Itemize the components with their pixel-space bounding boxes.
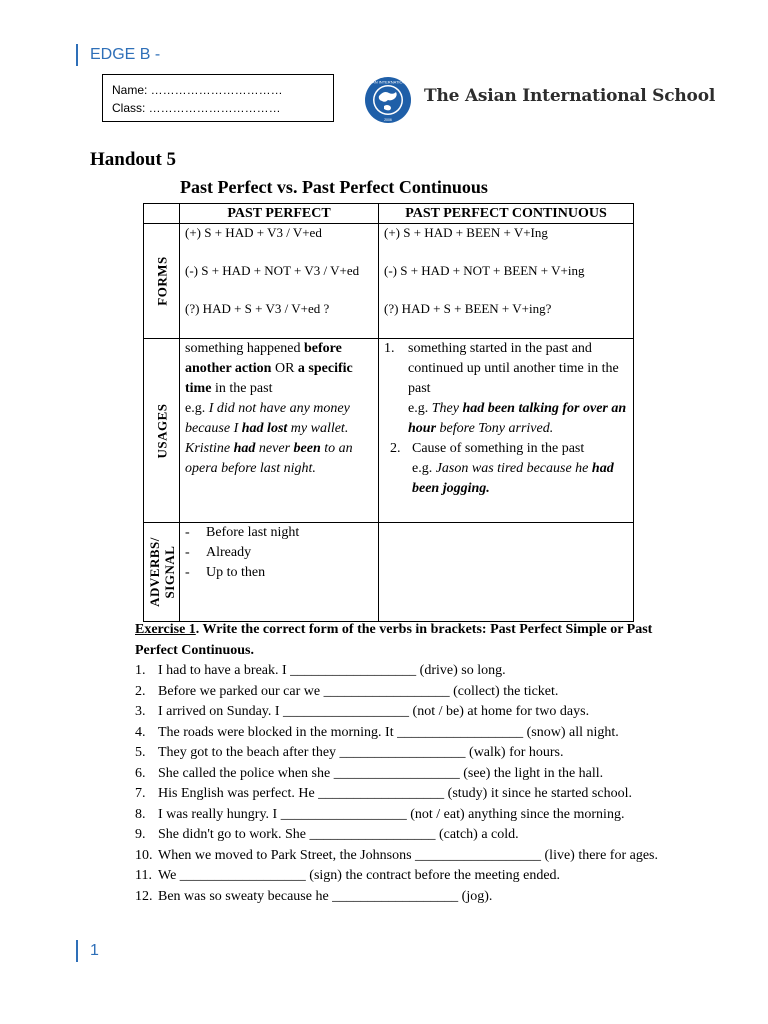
exercise-section <box>135 620 680 907</box>
exercise-item-text: She called the police when she __________________ (see) the light in the hall. <box>158 765 604 781</box>
exercise-item-text: We __________________ (sign) the contract before the meeting ended. <box>158 868 561 883</box>
school-name: The Asian International School <box>424 86 716 106</box>
forms-label: FORMS <box>154 256 169 306</box>
exercise-item-number: 6. <box>135 765 146 781</box>
exercise-item <box>135 805 680 826</box>
exercise-item <box>135 764 680 785</box>
adverbs-pp-cell <box>180 523 379 622</box>
exercise-item-text: I was really hungry. I __________________ (not / eat) anything since the morning. <box>158 806 625 822</box>
exercise-item-number: 5. <box>135 745 146 760</box>
exercise-item-number: 7. <box>135 786 146 801</box>
example-bold: been <box>293 441 321 456</box>
form-pp-question: (?) HAD + S + V3 / V+ed ? <box>185 301 330 316</box>
example-bold: had lost <box>241 421 288 436</box>
adverb-item <box>185 563 373 583</box>
page-number: 1 <box>76 940 99 962</box>
logo-ring-text: ASIAN INTERNATIONAL <box>365 79 411 85</box>
exercise-item <box>135 846 680 867</box>
usage-pp-bold: a specific time <box>185 361 353 396</box>
dash: - <box>185 525 190 540</box>
header-edge-label: EDGE B - <box>76 44 160 66</box>
exercise-item <box>135 682 680 703</box>
exercise-item-text: She didn't go to work. She __________________ (catch) a cold. <box>158 827 519 842</box>
table-header-row <box>144 204 634 224</box>
exercise-item <box>135 825 680 846</box>
adverbs-ppc-cell <box>379 523 634 622</box>
form-pp-positive: (+) S + HAD + V3 / V+ed <box>185 225 322 240</box>
exercise-item-number: 9. <box>135 827 146 842</box>
exercise-item-number: 3. <box>135 704 146 719</box>
exercise-item-number: 1. <box>135 663 146 678</box>
example-text: never <box>255 441 294 456</box>
example-prefix: e.g. <box>412 461 436 476</box>
exercise-item-text: I arrived on Sunday. I __________________ (not / be) at home for two days. <box>158 704 590 719</box>
example-text: Kristine <box>185 441 234 456</box>
exercise-item-number: 11. <box>135 868 152 883</box>
usage-ppc-text: something started in the past and continued up until another time in the past <box>408 341 619 396</box>
school-logo-icon <box>364 76 412 124</box>
example-text: They <box>431 401 463 416</box>
forms-pp-cell <box>180 224 379 339</box>
exercise-item <box>135 661 680 682</box>
dash: - <box>185 565 190 580</box>
usage-ppc-item-1 <box>384 339 628 439</box>
grammar-table <box>143 203 634 622</box>
usages-row <box>144 339 634 523</box>
exercise-instruction-text: . Write the correct form of the verbs in brackets: Past Perfect Simple or Past Perfect Continuous. <box>135 622 653 658</box>
forms-row <box>144 224 634 339</box>
exercise-item <box>135 784 680 805</box>
exercise-instruction <box>135 620 680 661</box>
exercise-item <box>135 866 680 887</box>
adverbs-label-line-1: ADVERBS/ <box>146 537 162 607</box>
header-past-perfect: PAST PERFECT <box>180 204 379 224</box>
usage-ppc-item-2 <box>384 439 628 499</box>
exercise-item <box>135 743 680 764</box>
example-text: my wallet. <box>287 421 349 436</box>
exercise-item-text: Before we parked our car we __________________ (collect) the ticket. <box>158 683 559 699</box>
adverbs-label-line-2: SIGNAL <box>161 545 177 599</box>
dash: - <box>185 545 190 560</box>
example-prefix: e.g. <box>185 401 209 416</box>
form-pp-negative: (-) S + HAD + NOT + V3 / V+ed <box>185 263 360 278</box>
adverb-text: Before last night <box>206 525 300 540</box>
forms-ppc-cell <box>379 224 634 339</box>
page-title: Past Perfect vs. Past Perfect Continuous <box>180 177 488 197</box>
class-line: Class: …………………………… <box>112 101 281 115</box>
example-bold: had been talking for over an hour <box>408 401 627 436</box>
exercise-item <box>135 702 680 723</box>
exercise-item-number: 12. <box>135 888 153 904</box>
list-number: 1. <box>384 341 395 356</box>
logo-year: 2006 <box>384 118 392 122</box>
example-text: to an opera before last night. <box>185 441 353 476</box>
exercise-item-text: They got to the beach after they __________________ (walk) for hours. <box>158 745 564 760</box>
student-info-box <box>102 74 334 122</box>
exercise-item-text: The roads were blocked in the morning. It __________________ (snow) all night. <box>158 724 619 740</box>
usage-ppc-text: Cause of something in the past <box>412 441 585 456</box>
list-number: 2. <box>390 441 401 456</box>
handout-number: Handout 5 <box>90 149 177 170</box>
exercise-item-text: Ben was so sweaty because he __________________ (jog). <box>158 888 493 904</box>
form-ppc-negative: (-) S + HAD + NOT + BEEN + V+ing <box>384 263 585 278</box>
usages-label-cell <box>144 339 180 523</box>
usages-label: USAGES <box>154 402 169 459</box>
example-text: Jason was tired because he <box>435 461 592 476</box>
adverb-text: Up to then <box>206 565 266 580</box>
usage-pp-cell <box>180 339 379 523</box>
adverb-item <box>185 523 373 543</box>
usage-pp-text: OR <box>271 361 298 376</box>
usage-pp-text: in the past <box>211 381 273 396</box>
exercise-item-number: 10. <box>135 847 153 863</box>
exercise-item-text: When we moved to Park Street, the Johnsons __________________ (live) there for ages. <box>158 847 659 863</box>
adverb-text: Already <box>206 545 252 560</box>
form-ppc-question: (?) HAD + S + BEEN + V+ing? <box>384 301 552 316</box>
usage-pp-text: something happened <box>185 341 304 356</box>
exercise-list <box>135 661 680 907</box>
exercise-item-number: 4. <box>135 724 146 740</box>
example-text: before Tony arrived. <box>436 421 554 436</box>
header-past-perfect-continuous: PAST PERFECT CONTINUOUS <box>379 204 634 224</box>
form-ppc-positive: (+) S + HAD + BEEN + V+Ing <box>384 225 548 240</box>
adverbs-label <box>147 537 177 607</box>
usage-ppc-cell <box>379 339 634 523</box>
name-line: Name: …………………………… <box>112 83 283 97</box>
forms-label-cell <box>144 224 180 339</box>
exercise-label: Exercise 1 <box>135 622 196 637</box>
example-prefix: e.g. <box>408 401 432 416</box>
exercise-item <box>135 887 680 908</box>
example-bold: had <box>233 441 256 456</box>
corner-cell <box>144 204 180 224</box>
example-text: I did not have any money because I <box>185 401 350 436</box>
exercise-item-text: I had to have a break. I __________________ (drive) so long. <box>158 663 506 678</box>
adverbs-row <box>144 523 634 622</box>
exercise-item-number: 2. <box>135 683 146 699</box>
adverb-item <box>185 543 373 563</box>
exercise-item-number: 8. <box>135 806 146 822</box>
usage-pp-bold: before another action <box>185 341 342 376</box>
exercise-item <box>135 723 680 744</box>
exercise-item-text: His English was perfect. He __________________ (study) it since he started school. <box>158 786 632 801</box>
adverbs-label-cell <box>144 523 180 622</box>
example-bold: had been jogging. <box>412 461 614 496</box>
